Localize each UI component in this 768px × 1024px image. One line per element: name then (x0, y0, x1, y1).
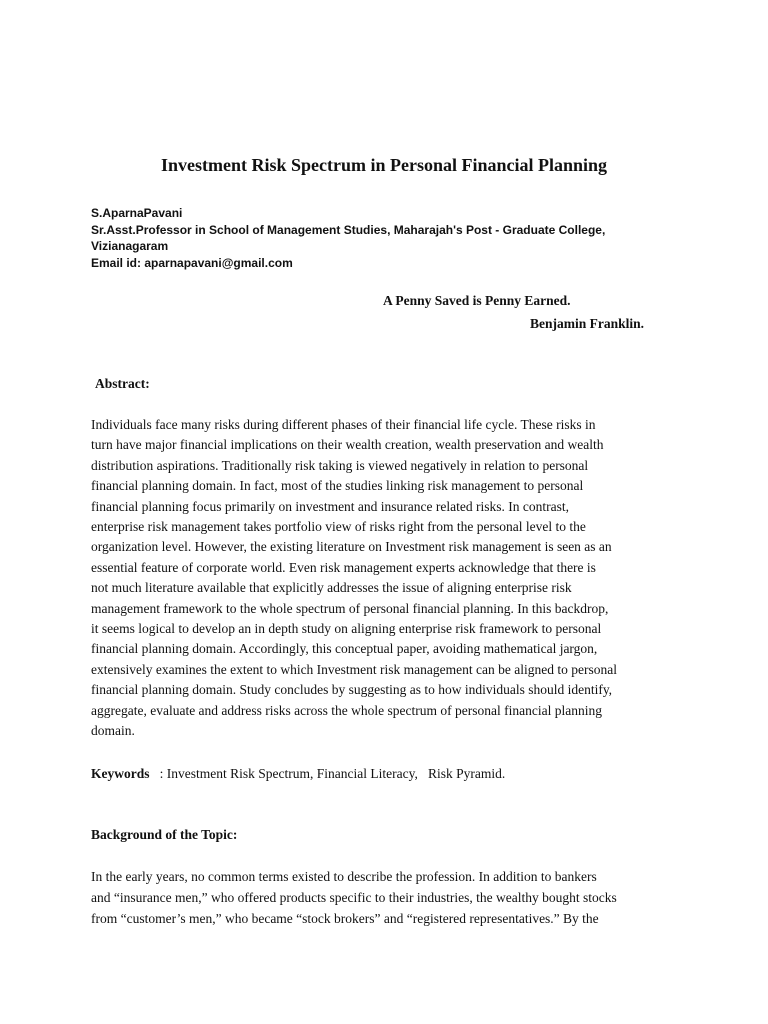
abstract-line: essential feature of corporate world. Even risk management experts acknowledge that there is (91, 559, 596, 575)
author-affiliation-city: Vizianagaram (91, 239, 169, 253)
keywords-text: : Investment Risk Spectrum, Financial Literacy, Risk Pyramid. (149, 766, 506, 781)
abstract-line: organization level. However, the existing literature on Investment risk management is seen as an (91, 539, 612, 555)
abstract-line: financial planning domain. Study concludes by suggesting as to how individuals should identify, (91, 682, 613, 698)
abstract-line: extensively examines the extent to which Investment risk management can be aligned to personal (91, 661, 617, 677)
abstract-line: financial planning domain. Accordingly, this conceptual paper, avoiding mathematical jargon, (91, 641, 598, 657)
abstract-heading: Abstract: (95, 376, 150, 391)
epigraph-quote: A Penny Saved is Penny Earned. (383, 293, 571, 308)
abstract-line: turn have major financial implications on their wealth creation, wealth preservation and wealth (91, 437, 604, 453)
abstract-body (91, 415, 681, 742)
abstract-line: financial planning domain. In fact, most of the studies linking risk management to personal (91, 478, 584, 494)
abstract-line: Individuals face many risks during different phases of their financial life cycle. These risks in (91, 417, 596, 432)
author-affiliation: Sr.Asst.Professor in School of Management Studies, Maharajah's Post - Graduate College, (91, 222, 606, 237)
background-heading: Background of the Topic: (91, 827, 238, 842)
abstract-line: domain. (91, 723, 135, 739)
paper-title: Investment Risk Spectrum in Personal Financial Planning (160, 155, 608, 175)
background-line: In the early years, no common terms existed to describe the profession. In addition to bankers (91, 869, 597, 884)
author-block (91, 205, 691, 271)
abstract-line: enterprise risk management takes portfolio view of risks right from the personal level to the (91, 519, 586, 535)
abstract-line: it seems logical to develop an in depth study on aligning enterprise risk framework to personal (91, 621, 602, 637)
abstract-line: distribution aspirations. Traditionally risk taking is viewed negatively in relation to personal (91, 457, 589, 473)
abstract-line: not much literature available that explicitly addresses the issue of aligning enterprise risk (91, 580, 572, 596)
author-email: Email id: aparnapavani@gmail.com (91, 255, 293, 270)
background-line: from “customer’s men,” who became “stock brokers” and “registered representatives.” By the (91, 911, 599, 926)
abstract-line: aggregate, evaluate and address risks across the whole spectrum of personal financial planning (91, 702, 602, 718)
abstract-line: management framework to the whole spectrum of personal financial planning. In this backdrop, (91, 600, 609, 616)
keywords-line (91, 764, 505, 784)
background-body (91, 866, 691, 929)
abstract-line: financial planning focus primarily on investment and insurance related risks. In contrast, (91, 498, 569, 514)
author-name: S.AparnaPavani (91, 206, 183, 220)
keywords-label: Keywords (91, 766, 150, 781)
background-line: and “insurance men,” who offered products specific to their industries, the wealthy bought stocks (91, 890, 617, 905)
epigraph-attribution: Benjamin Franklin. (530, 316, 645, 331)
